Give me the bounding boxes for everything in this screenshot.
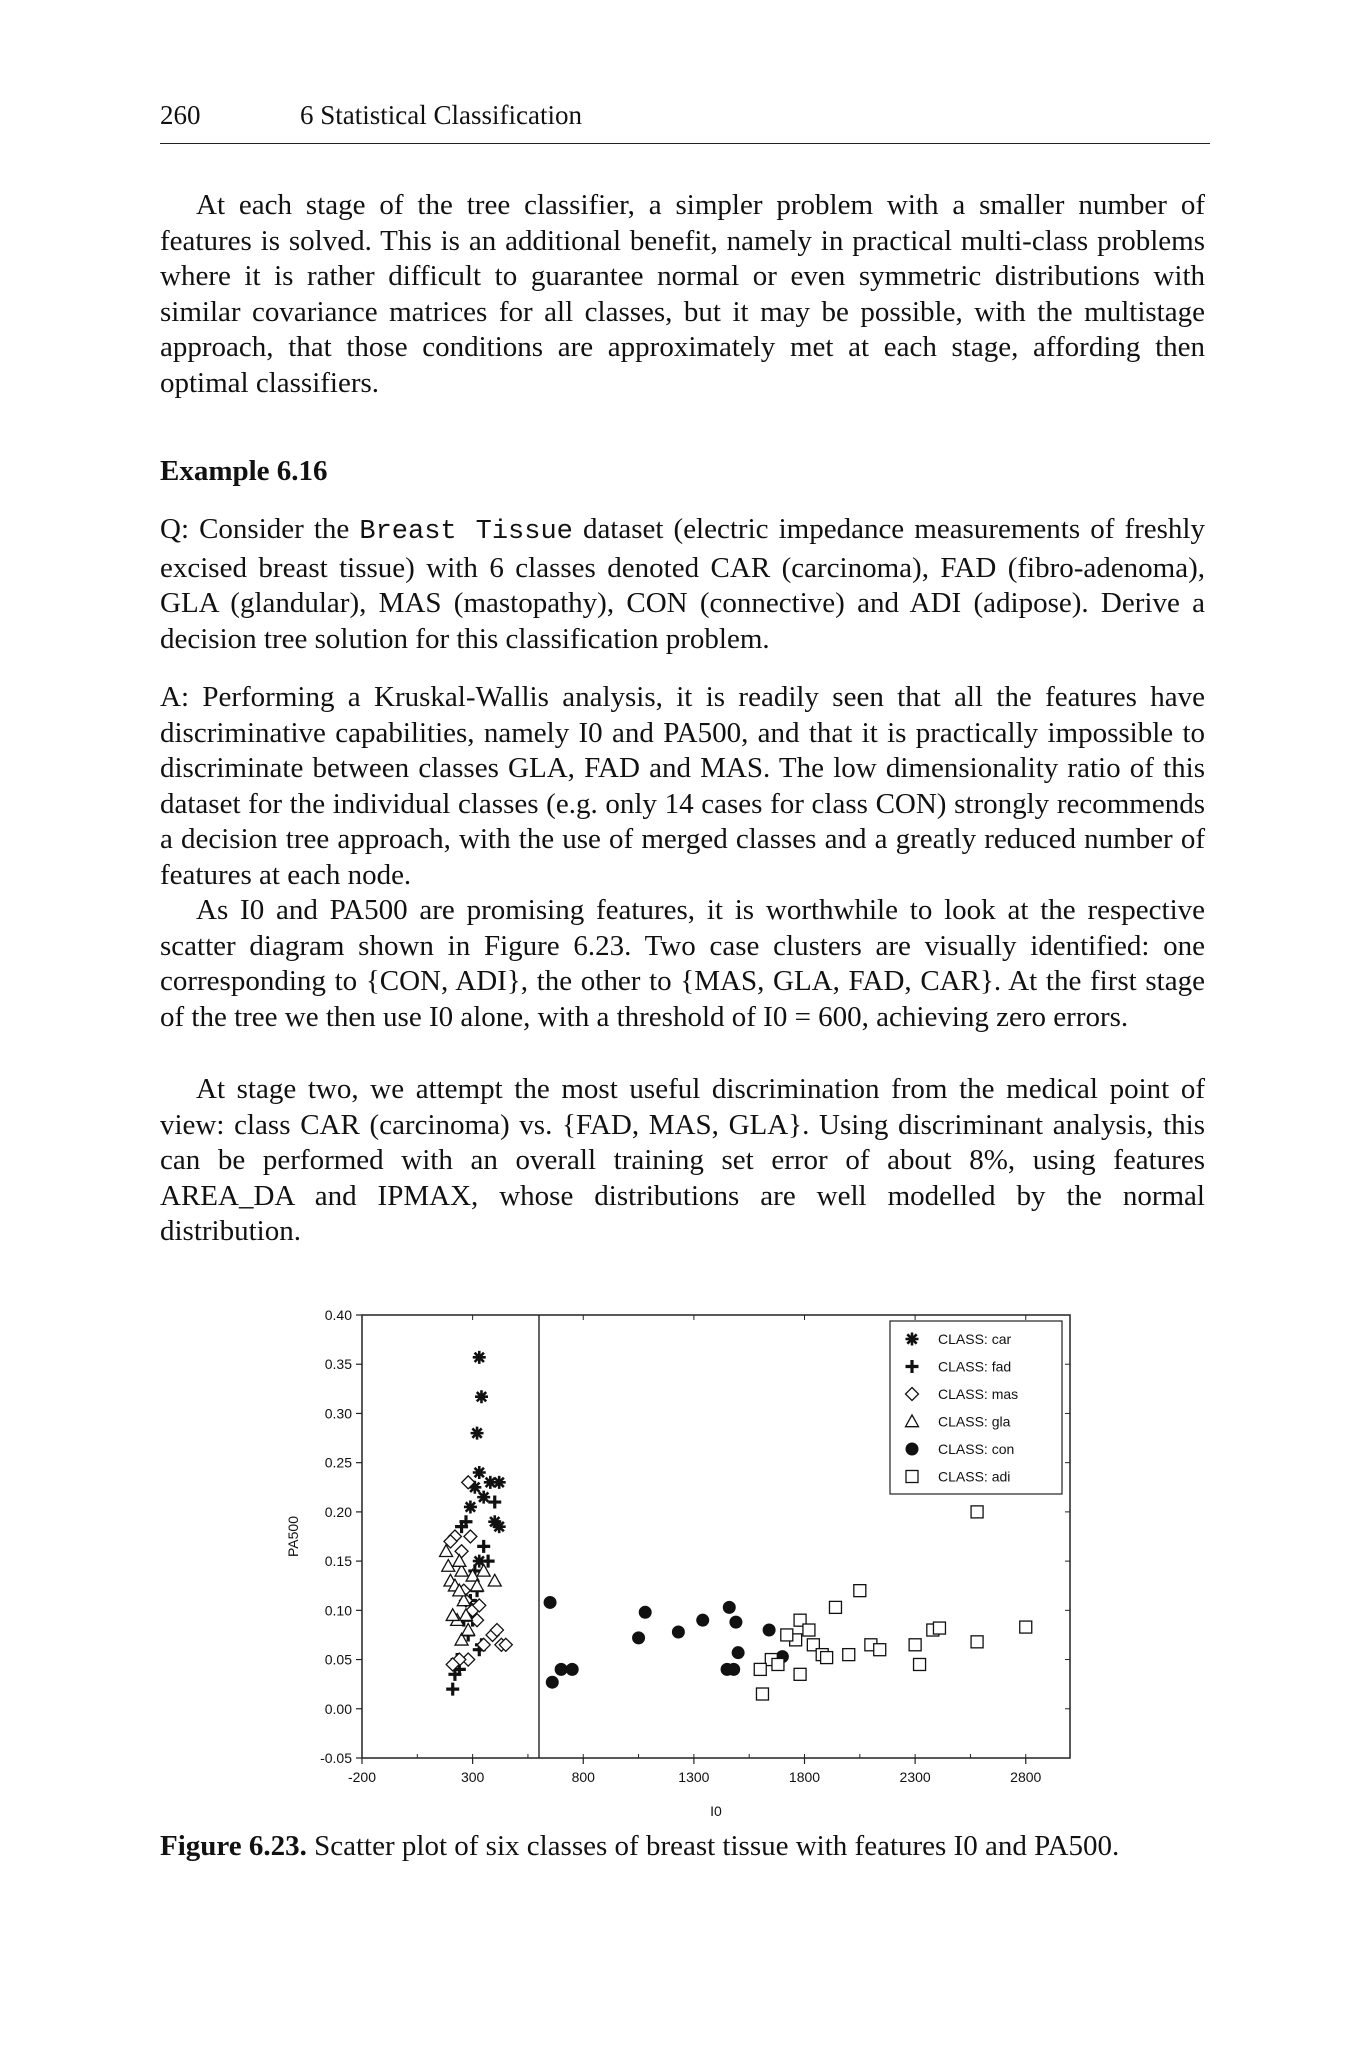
x-tick-label: 300 bbox=[460, 1769, 485, 1785]
x-tick-label: 1300 bbox=[678, 1769, 710, 1785]
data-point-open-square bbox=[933, 1622, 945, 1634]
dataset-name: Breast Tissue bbox=[359, 517, 573, 547]
data-point-open-square bbox=[971, 1506, 983, 1518]
question-paragraph bbox=[160, 512, 1205, 657]
data-point-asterisk bbox=[493, 1520, 506, 1533]
data-point-plus bbox=[446, 1683, 459, 1696]
y-tick-label: 0.05 bbox=[324, 1651, 352, 1668]
data-point-filled-circle bbox=[544, 1596, 557, 1609]
example-heading: Example 6.16 bbox=[160, 455, 328, 487]
data-point-filled-circle bbox=[639, 1606, 652, 1619]
data-point-open-square bbox=[971, 1636, 983, 1648]
legend-label: CLASS: adi bbox=[938, 1468, 1011, 1485]
data-point-filled-circle bbox=[763, 1624, 776, 1637]
data-point-open-square bbox=[772, 1658, 784, 1670]
legend-label: CLASS: mas bbox=[938, 1386, 1019, 1402]
x-tick-label: 1800 bbox=[788, 1769, 821, 1785]
legend-symbol-asterisk bbox=[906, 1333, 919, 1346]
y-tick-label: 0.30 bbox=[324, 1405, 352, 1422]
data-point-asterisk bbox=[473, 1351, 486, 1364]
data-point-filled-circle bbox=[696, 1614, 709, 1627]
data-point-filled-circle bbox=[672, 1625, 685, 1638]
y-axis-label: PA500 bbox=[285, 1516, 301, 1557]
data-point-open-square bbox=[914, 1658, 926, 1670]
question-prefix: Q: Consider the bbox=[160, 513, 350, 545]
y-tick-label: 0.40 bbox=[324, 1307, 352, 1323]
data-point-open-square bbox=[754, 1663, 766, 1675]
x-tick-label: 2300 bbox=[899, 1769, 931, 1785]
x-tick-label: 2800 bbox=[1010, 1769, 1042, 1785]
running-header bbox=[160, 100, 1210, 144]
data-point-asterisk bbox=[475, 1390, 488, 1403]
data-point-open-square bbox=[803, 1624, 815, 1636]
y-tick-label: 0.35 bbox=[324, 1356, 352, 1373]
data-point-filled-circle bbox=[723, 1601, 736, 1614]
data-point-open-square bbox=[843, 1649, 855, 1661]
chapter-title: 6 Statistical Classification bbox=[300, 100, 582, 130]
answer-paragraph-3: At stage two, we attempt the most useful discrimination from the medical point of view: class CAR (carcinoma) vs. {FAD, MAS, GLA}. Using discriminant analysis, this can be performed with an overall training set error of about 8%, using features AREA_DA and IPMAX, whose distributions are well modelled by the normal distribution. bbox=[160, 1073, 1205, 1247]
data-point-asterisk bbox=[471, 1427, 484, 1440]
y-tick-label: 0.20 bbox=[324, 1503, 352, 1520]
figure-caption bbox=[160, 1830, 1119, 1863]
legend-symbol-open-square bbox=[906, 1471, 918, 1483]
data-point-open-square bbox=[781, 1629, 793, 1641]
y-tick-label: -0.05 bbox=[320, 1750, 352, 1766]
y-tick-label: 0.25 bbox=[324, 1454, 352, 1471]
data-point-diamond bbox=[464, 1530, 477, 1543]
data-point-diamond bbox=[455, 1545, 468, 1558]
question-rest: dataset (electric impedance measurements of freshly excised breast tissue) with 6 classes denoted CAR (carcinoma), FAD (fibro-adenoma), GLA (glandular), MAS (mastopathy), CON (connective) and ADI (adipose). Derive a decision tree solution for this classification problem. bbox=[160, 513, 1205, 655]
data-point-open-square bbox=[829, 1601, 841, 1613]
legend-label: CLASS: con bbox=[938, 1441, 1015, 1457]
y-tick-label: 0.00 bbox=[324, 1700, 352, 1717]
data-point-filled-circle bbox=[721, 1663, 734, 1676]
data-point-filled-circle bbox=[555, 1663, 568, 1676]
y-tick-label: 0.15 bbox=[324, 1553, 352, 1570]
data-point-filled-circle bbox=[566, 1663, 579, 1676]
x-tick-label: 800 bbox=[571, 1769, 595, 1785]
y-tick-label: 0.10 bbox=[324, 1602, 352, 1619]
intro-paragraph: At each stage of the tree classifier, a simpler problem with a smaller number of features is solved. This is an additional benefit, namely in practical multi-class problems where it is rather difficult to guarantee normal or even symmetric distributions with similar covariance matrices for all classes, but it may be possible, with the multistage approach, that those conditions are approximately met at each stage, affording then optimal classifiers. bbox=[160, 189, 1205, 399]
legend-label: CLASS: gla bbox=[938, 1413, 1011, 1430]
answer-paragraph-1: A: Performing a Kruskal-Wallis analysis, it is readily seen that all the features have discriminative capabilities, namely I0 and PA500, and that it is practically impossible to discriminate between classes GLA, FAD and MAS. The low dimensionality ratio of this dataset for the individual classes (e.g. only 14 cases for class CON) strongly recommends a decision tree approach, with the use of merged classes and a greatly reduced number of features at each node. bbox=[160, 681, 1205, 891]
data-point-filled-circle bbox=[729, 1616, 742, 1629]
x-tick-label: -200 bbox=[347, 1769, 377, 1785]
figure-caption-text: Scatter plot of six classes of breast tissue with features I0 and PA500. bbox=[306, 1830, 1120, 1862]
data-point-plus bbox=[488, 1496, 501, 1509]
answer-paragraph-2: As I0 and PA500 are promising features, it is worthwhile to look at the respective scatter diagram shown in Figure 6.23. Two case clusters are visually identified: one corresponding to {CON, ADI}, the other to {MAS, GLA, FAD, CAR}. At the first stage of the tree we then use I0 alone, with a threshold of I0 = 600, achieving zero errors. bbox=[160, 894, 1205, 1033]
data-point-filled-circle bbox=[546, 1676, 559, 1689]
data-point-plus bbox=[477, 1540, 490, 1553]
legend-label: CLASS: fad bbox=[938, 1358, 1012, 1375]
data-point-open-square bbox=[854, 1585, 866, 1597]
data-point-open-square bbox=[874, 1644, 886, 1656]
data-point-asterisk bbox=[493, 1476, 506, 1489]
data-point-filled-circle bbox=[732, 1646, 745, 1659]
data-point-open-square bbox=[909, 1639, 921, 1651]
page-number: 260 bbox=[160, 100, 201, 130]
data-point-triangle bbox=[453, 1555, 466, 1567]
data-point-open-square bbox=[821, 1652, 833, 1664]
data-point-asterisk bbox=[477, 1491, 490, 1504]
legend-label: CLASS: car bbox=[938, 1331, 1012, 1347]
data-point-filled-circle bbox=[632, 1631, 645, 1644]
data-point-asterisk bbox=[473, 1466, 486, 1479]
data-point-open-square bbox=[756, 1688, 768, 1700]
data-point-asterisk bbox=[464, 1500, 477, 1513]
x-axis-label: I0 bbox=[710, 1803, 722, 1819]
scatter-chart bbox=[270, 1300, 1090, 1820]
figure-label: Figure 6.23. bbox=[160, 1830, 307, 1862]
legend-symbol-filled-circle bbox=[906, 1443, 919, 1456]
data-point-open-square bbox=[1020, 1621, 1032, 1633]
data-point-open-square bbox=[794, 1668, 806, 1680]
